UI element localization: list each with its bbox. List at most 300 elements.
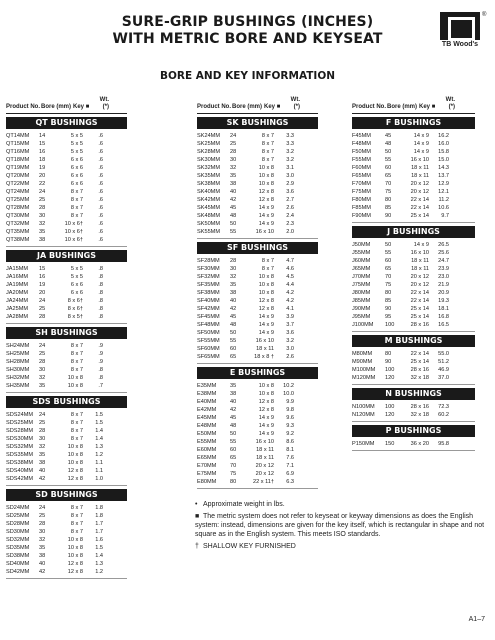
- cell-key: 5 x 5: [70, 149, 83, 155]
- cell-wt: 12.9: [438, 181, 449, 187]
- table-row: [6, 313, 127, 321]
- cell-key: 12 x 8: [67, 569, 83, 575]
- cell-bore: 24: [230, 133, 237, 139]
- table-row: [197, 390, 318, 398]
- cell-product: QT32MM: [6, 221, 30, 227]
- cell-bore: 48: [385, 141, 392, 147]
- cell-key: 10 x 8: [258, 274, 274, 280]
- cell-product: QT15MM: [6, 141, 30, 147]
- cell-key: 14 x 9: [258, 221, 274, 227]
- cell-product: E45MM: [197, 415, 217, 421]
- cell-key: 32 x 18: [410, 412, 429, 418]
- footnote-text: SHALLOW KEY FURNISHED: [203, 543, 296, 550]
- cell-bore: 35: [230, 282, 237, 288]
- cell-key: 10 x 6†: [64, 221, 83, 227]
- cell-bore: 42: [230, 407, 237, 413]
- cell-product: SH35MM: [6, 383, 30, 389]
- cell-bore: 40: [230, 298, 237, 304]
- cell-key: 14 x 9: [258, 431, 274, 437]
- table-row: [197, 273, 318, 281]
- cell-bore: 24: [39, 343, 46, 349]
- cell-wt: 9.3: [286, 423, 294, 429]
- cell-bore: 28: [39, 314, 46, 320]
- cell-wt: 2.9: [286, 181, 294, 187]
- cell-wt: 16.0: [438, 141, 449, 147]
- cell-product: QT22MM: [6, 181, 30, 187]
- section-divider: [6, 246, 127, 247]
- cell-bore: 120: [385, 412, 395, 418]
- cell-key: 8 x 7: [261, 266, 274, 272]
- cell-key: 20 x 12: [410, 274, 429, 280]
- cell-key: 8 x 7: [261, 157, 274, 163]
- cell-product: QT35MM: [6, 229, 30, 235]
- footnote: [195, 512, 487, 539]
- cell-wt: .8: [98, 274, 103, 280]
- header-product: Product No.: [6, 104, 40, 110]
- cell-bore: 35: [39, 229, 46, 235]
- section-rows: [352, 347, 475, 382]
- cell-product: F75MM: [352, 189, 371, 195]
- cell-key: 8 x 7: [261, 141, 274, 147]
- header-product: Product No.: [352, 104, 386, 110]
- cell-product: E42MM: [197, 407, 217, 413]
- page-title-line-1: SURE-GRIP BUSHINGS (INCHES): [121, 14, 374, 30]
- table-row: [6, 467, 127, 475]
- cell-product: JA28MM: [6, 314, 29, 320]
- cell-wt: 2.7: [286, 197, 294, 203]
- cell-key: 18 x 11: [411, 258, 429, 264]
- cell-wt: 1.5: [95, 545, 103, 551]
- table-row: [6, 204, 127, 212]
- table-row: [352, 297, 475, 305]
- cell-bore: 50: [230, 431, 237, 437]
- cell-key: 18 x 11: [411, 165, 429, 171]
- cell-key: 12 x 8: [258, 306, 274, 312]
- table-row: [197, 454, 318, 462]
- table-row: [197, 329, 318, 337]
- cell-key: 10 x 8: [258, 282, 274, 288]
- footnote-symbol: ■: [195, 513, 200, 520]
- cell-bore: 28: [39, 359, 46, 365]
- cell-bore: 95: [385, 314, 392, 320]
- table-row: [6, 427, 127, 435]
- cell-key: 10 x 8: [258, 165, 274, 171]
- table-row: [197, 196, 318, 204]
- cell-wt: .6: [98, 221, 103, 227]
- section-heading: N BUSHINGS: [352, 388, 475, 400]
- cell-bore: 35: [39, 383, 46, 389]
- cell-bore: 70: [385, 181, 392, 187]
- cell-product: QT18MM: [6, 157, 30, 163]
- cell-key: 12 x 8: [258, 407, 274, 413]
- cell-key: 22 x 14: [410, 290, 429, 296]
- cell-bore: 80: [385, 290, 392, 296]
- table-row: [197, 406, 318, 414]
- section-divider: [6, 323, 127, 324]
- cell-product: P150MM: [352, 441, 375, 447]
- table-row: [197, 438, 318, 446]
- table-row: [6, 512, 127, 520]
- cell-product: E50MM: [197, 431, 217, 437]
- cell-bore: 16: [39, 274, 46, 280]
- cell-product: M120MM: [352, 375, 376, 381]
- cell-bore: 19: [39, 165, 46, 171]
- table-row: [352, 313, 475, 321]
- cell-product: SD24MM: [6, 505, 30, 511]
- cell-bore: 15: [39, 266, 46, 272]
- cell-bore: 24: [39, 505, 46, 511]
- cell-product: E65MM: [197, 455, 217, 461]
- cell-wt: .7: [98, 383, 103, 389]
- table-row: [6, 265, 127, 273]
- cell-wt: 4.4: [286, 282, 294, 288]
- cell-product: J85MM: [352, 298, 371, 304]
- table-row: [6, 164, 127, 172]
- cell-key: 8 x 7: [70, 436, 83, 442]
- cell-key: 8 x 7: [70, 412, 83, 418]
- cell-product: SDS38MM: [6, 460, 34, 466]
- table-row: [197, 289, 318, 297]
- header-wt: Wt. (*): [99, 97, 109, 110]
- cell-key: 20 x 12: [255, 471, 274, 477]
- cell-wt: .6: [98, 157, 103, 163]
- cell-wt: 7.6: [286, 455, 294, 461]
- cell-wt: 3.0: [286, 346, 294, 352]
- cell-key: 10 x 8: [67, 460, 83, 466]
- cell-bore: 38: [39, 553, 46, 559]
- table-row: [352, 411, 475, 419]
- cell-product: SH28MM: [6, 359, 30, 365]
- cell-product: F60MM: [352, 165, 371, 171]
- table-row: [6, 544, 127, 552]
- cell-product: SD25MM: [6, 513, 30, 519]
- section-divider: [197, 363, 318, 364]
- table-row: [6, 180, 127, 188]
- cell-bore: 30: [39, 213, 46, 219]
- cell-wt: 9.7: [441, 213, 449, 219]
- cell-bore: 42: [39, 476, 46, 482]
- cell-key: 6 x 6: [70, 282, 83, 288]
- table-row: [197, 382, 318, 390]
- cell-key: 20 x 12: [255, 463, 274, 469]
- cell-product: SDS28MM: [6, 428, 34, 434]
- section-rows: [197, 379, 318, 486]
- cell-product: SK55MM: [197, 229, 221, 235]
- cell-product: QT16MM: [6, 149, 30, 155]
- table-row: [6, 132, 127, 140]
- section-divider: [6, 485, 127, 486]
- header-product: Product No.: [197, 104, 231, 110]
- cell-key: 14 x 9: [413, 141, 429, 147]
- cell-key: 28 x 16: [410, 367, 429, 373]
- table-row: [6, 148, 127, 156]
- cell-bore: 55: [230, 439, 237, 445]
- cell-product: SF50MM: [197, 330, 220, 336]
- cell-bore: 55: [385, 250, 392, 256]
- table-row: [197, 297, 318, 305]
- cell-product: JA15MM: [6, 266, 29, 272]
- cell-product: SDS30MM: [6, 436, 34, 442]
- cell-key: 8 x 7: [70, 343, 83, 349]
- cell-key: 8 x 7: [70, 213, 83, 219]
- cell-key: 25 x 14: [410, 359, 429, 365]
- cell-bore: 50: [385, 242, 392, 248]
- cell-wt: .6: [98, 213, 103, 219]
- section-rows: [6, 339, 127, 390]
- cell-key: 14 x 9: [413, 242, 429, 248]
- cell-product: M90MM: [352, 359, 373, 365]
- cell-product: N100MM: [352, 404, 375, 410]
- cell-wt: 1.4: [95, 428, 103, 434]
- cell-key: 10 x 8: [258, 383, 274, 389]
- header-bore: Bore (mm): [41, 104, 72, 110]
- cell-bore: 42: [39, 569, 46, 575]
- column-header: [6, 92, 127, 114]
- cell-key: 16 x 10: [255, 229, 274, 235]
- cell-key: 8 x 6†: [67, 306, 83, 312]
- table-row: [6, 350, 127, 358]
- cell-key: 16 x 10: [255, 338, 274, 344]
- cell-wt: 4.1: [286, 306, 294, 312]
- cell-bore: 24: [39, 412, 46, 418]
- cell-key: 8 x 7: [70, 367, 83, 373]
- footnote: [195, 542, 487, 551]
- cell-key: 18 x 8 †: [254, 354, 274, 360]
- cell-wt: .6: [98, 229, 103, 235]
- section-rows: [6, 129, 127, 244]
- cell-bore: 75: [230, 471, 237, 477]
- cell-product: SF60MM: [197, 346, 220, 352]
- table-row: [352, 132, 475, 140]
- cell-wt: 9.9: [286, 399, 294, 405]
- table-row: [197, 172, 318, 180]
- table-row: [352, 196, 475, 204]
- table-column-3: [352, 92, 475, 451]
- cell-key: 8 x 7: [70, 420, 83, 426]
- cell-bore: 48: [230, 213, 237, 219]
- section-divider: [197, 488, 318, 489]
- table-row: [197, 220, 318, 228]
- cell-key: 8 x 7: [70, 197, 83, 203]
- cell-product: SF32MM: [197, 274, 220, 280]
- cell-wt: 1.3: [95, 444, 103, 450]
- header-key: Key ■: [73, 104, 90, 110]
- section-rows: [6, 408, 127, 483]
- cell-wt: .6: [98, 141, 103, 147]
- cell-product: SK48MM: [197, 213, 221, 219]
- footnote-text: Approximate weight in lbs.: [203, 501, 285, 508]
- cell-wt: 1.7: [95, 529, 103, 535]
- cell-key: 14 x 9: [258, 415, 274, 421]
- cell-wt: 23.9: [438, 266, 449, 272]
- cell-bore: 28: [39, 428, 46, 434]
- cell-wt: 10.6: [438, 205, 449, 211]
- table-row: [197, 470, 318, 478]
- table-row: [352, 164, 475, 172]
- cell-bore: 75: [385, 189, 392, 195]
- cell-product: SDS25MM: [6, 420, 34, 426]
- table-row: [197, 257, 318, 265]
- cell-wt: 3.3: [286, 133, 294, 139]
- cell-bore: 40: [39, 468, 46, 474]
- cell-bore: 24: [39, 298, 46, 304]
- cell-product: SK45MM: [197, 205, 221, 211]
- cell-bore: 45: [230, 205, 237, 211]
- cell-wt: 4.7: [286, 258, 294, 264]
- table-row: [6, 305, 127, 313]
- table-row: [197, 281, 318, 289]
- header-key: Key ■: [264, 104, 281, 110]
- cell-product: F55MM: [352, 157, 371, 163]
- table-row: [6, 297, 127, 305]
- cell-wt: 16.5: [438, 322, 449, 328]
- cell-product: QT19MM: [6, 165, 30, 171]
- cell-product: SK30MM: [197, 157, 221, 163]
- cell-bore: 32: [39, 375, 46, 381]
- cell-bore: 35: [39, 452, 46, 458]
- cell-product: QT24MM: [6, 189, 30, 195]
- cell-wt: 1.1: [95, 460, 103, 466]
- cell-bore: 60: [385, 258, 392, 264]
- cell-product: SD40MM: [6, 561, 30, 567]
- cell-key: 22 x 11†: [252, 479, 274, 485]
- cell-product: QT30MM: [6, 213, 30, 219]
- table-row: [197, 462, 318, 470]
- cell-key: 6 x 6: [70, 165, 83, 171]
- cell-bore: 65: [230, 354, 237, 360]
- cell-wt: 7.1: [286, 463, 294, 469]
- footnote-symbol: †: [195, 543, 199, 550]
- cell-key: 5 x 5: [70, 266, 83, 272]
- cell-bore: 25: [39, 420, 46, 426]
- cell-product: N120MM: [352, 412, 375, 418]
- cell-key: 28 x 16: [410, 322, 429, 328]
- cell-key: 10 x 8: [67, 545, 83, 551]
- cell-key: 10 x 8: [67, 452, 83, 458]
- table-row: [6, 289, 127, 297]
- cell-wt: .6: [98, 197, 103, 203]
- table-row: [197, 446, 318, 454]
- cell-product: F48MM: [352, 141, 371, 147]
- page-title: [0, 14, 495, 48]
- cell-product: J95MM: [352, 314, 371, 320]
- cell-bore: 30: [39, 529, 46, 535]
- table-row: [352, 188, 475, 196]
- cell-key: 10 x 8: [258, 391, 274, 397]
- cell-wt: .6: [98, 149, 103, 155]
- table-row: [197, 305, 318, 313]
- cell-bore: 65: [230, 455, 237, 461]
- cell-bore: 22: [39, 181, 46, 187]
- section-rows: [352, 129, 475, 220]
- cell-wt: 9.2: [286, 431, 294, 437]
- cell-wt: .6: [98, 165, 103, 171]
- cell-wt: 16.2: [438, 133, 449, 139]
- table-row: [197, 188, 318, 196]
- cell-wt: .6: [98, 237, 103, 243]
- section-heading: E BUSHINGS: [197, 367, 318, 379]
- cell-bore: 75: [385, 282, 392, 288]
- cell-bore: 32: [39, 537, 46, 543]
- cell-product: F80MM: [352, 197, 371, 203]
- cell-key: 14 x 9: [413, 133, 429, 139]
- table-row: [197, 313, 318, 321]
- cell-wt: 11.2: [438, 197, 449, 203]
- cell-product: SF65MM: [197, 354, 220, 360]
- section-divider: [352, 450, 475, 451]
- cell-bore: 65: [385, 266, 392, 272]
- cell-product: QT20MM: [6, 173, 30, 179]
- cell-wt: 18.1: [438, 306, 449, 312]
- cell-product: M80MM: [352, 351, 373, 357]
- cell-product: E35MM: [197, 383, 217, 389]
- table-row: [6, 435, 127, 443]
- cell-product: SD42MM: [6, 569, 30, 575]
- cell-bore: 45: [230, 415, 237, 421]
- cell-product: JA24MM: [6, 298, 29, 304]
- cell-bore: 38: [39, 460, 46, 466]
- cell-wt: 16.8: [438, 314, 449, 320]
- cell-bore: 30: [230, 157, 237, 163]
- cell-product: SDS32MM: [6, 444, 34, 450]
- cell-bore: 65: [385, 173, 392, 179]
- cell-product: SH30MM: [6, 367, 30, 373]
- cell-bore: 80: [385, 197, 392, 203]
- table-row: [6, 536, 127, 544]
- cell-product: SK32MM: [197, 165, 221, 171]
- table-row: [6, 273, 127, 281]
- cell-key: 12 x 8: [67, 476, 83, 482]
- cell-product: E38MM: [197, 391, 217, 397]
- cell-product: E48MM: [197, 423, 217, 429]
- cell-wt: 72.3: [438, 404, 449, 410]
- section-heading: J BUSHINGS: [352, 226, 475, 238]
- section-rows: [352, 437, 475, 448]
- cell-key: 8 x 7: [261, 149, 274, 155]
- table-row: [6, 419, 127, 427]
- cell-wt: 21.9: [438, 282, 449, 288]
- cell-key: 8 x 6†: [67, 298, 83, 304]
- cell-key: 25 x 14: [410, 306, 429, 312]
- table-row: [6, 156, 127, 164]
- cell-bore: 60: [230, 346, 237, 352]
- cell-wt: .8: [98, 314, 103, 320]
- cell-product: SK25MM: [197, 141, 221, 147]
- table-row: [352, 321, 475, 329]
- table-row: [6, 382, 127, 390]
- cell-key: 10 x 6†: [64, 237, 83, 243]
- table-row: [197, 156, 318, 164]
- cell-bore: 14: [39, 133, 46, 139]
- cell-bore: 100: [385, 322, 395, 328]
- table-row: [197, 353, 318, 361]
- tb-woods-logo: [440, 12, 487, 48]
- table-row: [352, 305, 475, 313]
- cell-product: SK35MM: [197, 173, 221, 179]
- cell-product: QT38MM: [6, 237, 30, 243]
- section-heading: M BUSHINGS: [352, 335, 475, 347]
- cell-key: 10 x 8: [67, 537, 83, 543]
- cell-wt: 4.2: [286, 290, 294, 296]
- cell-wt: 4.6: [286, 266, 294, 272]
- section-heading: F BUSHINGS: [352, 117, 475, 129]
- cell-wt: 1.7: [95, 521, 103, 527]
- cell-key: 22 x 14: [410, 205, 429, 211]
- cell-wt: .9: [98, 343, 103, 349]
- cell-bore: 32: [39, 444, 46, 450]
- cell-wt: 1.8: [95, 505, 103, 511]
- table-row: [352, 281, 475, 289]
